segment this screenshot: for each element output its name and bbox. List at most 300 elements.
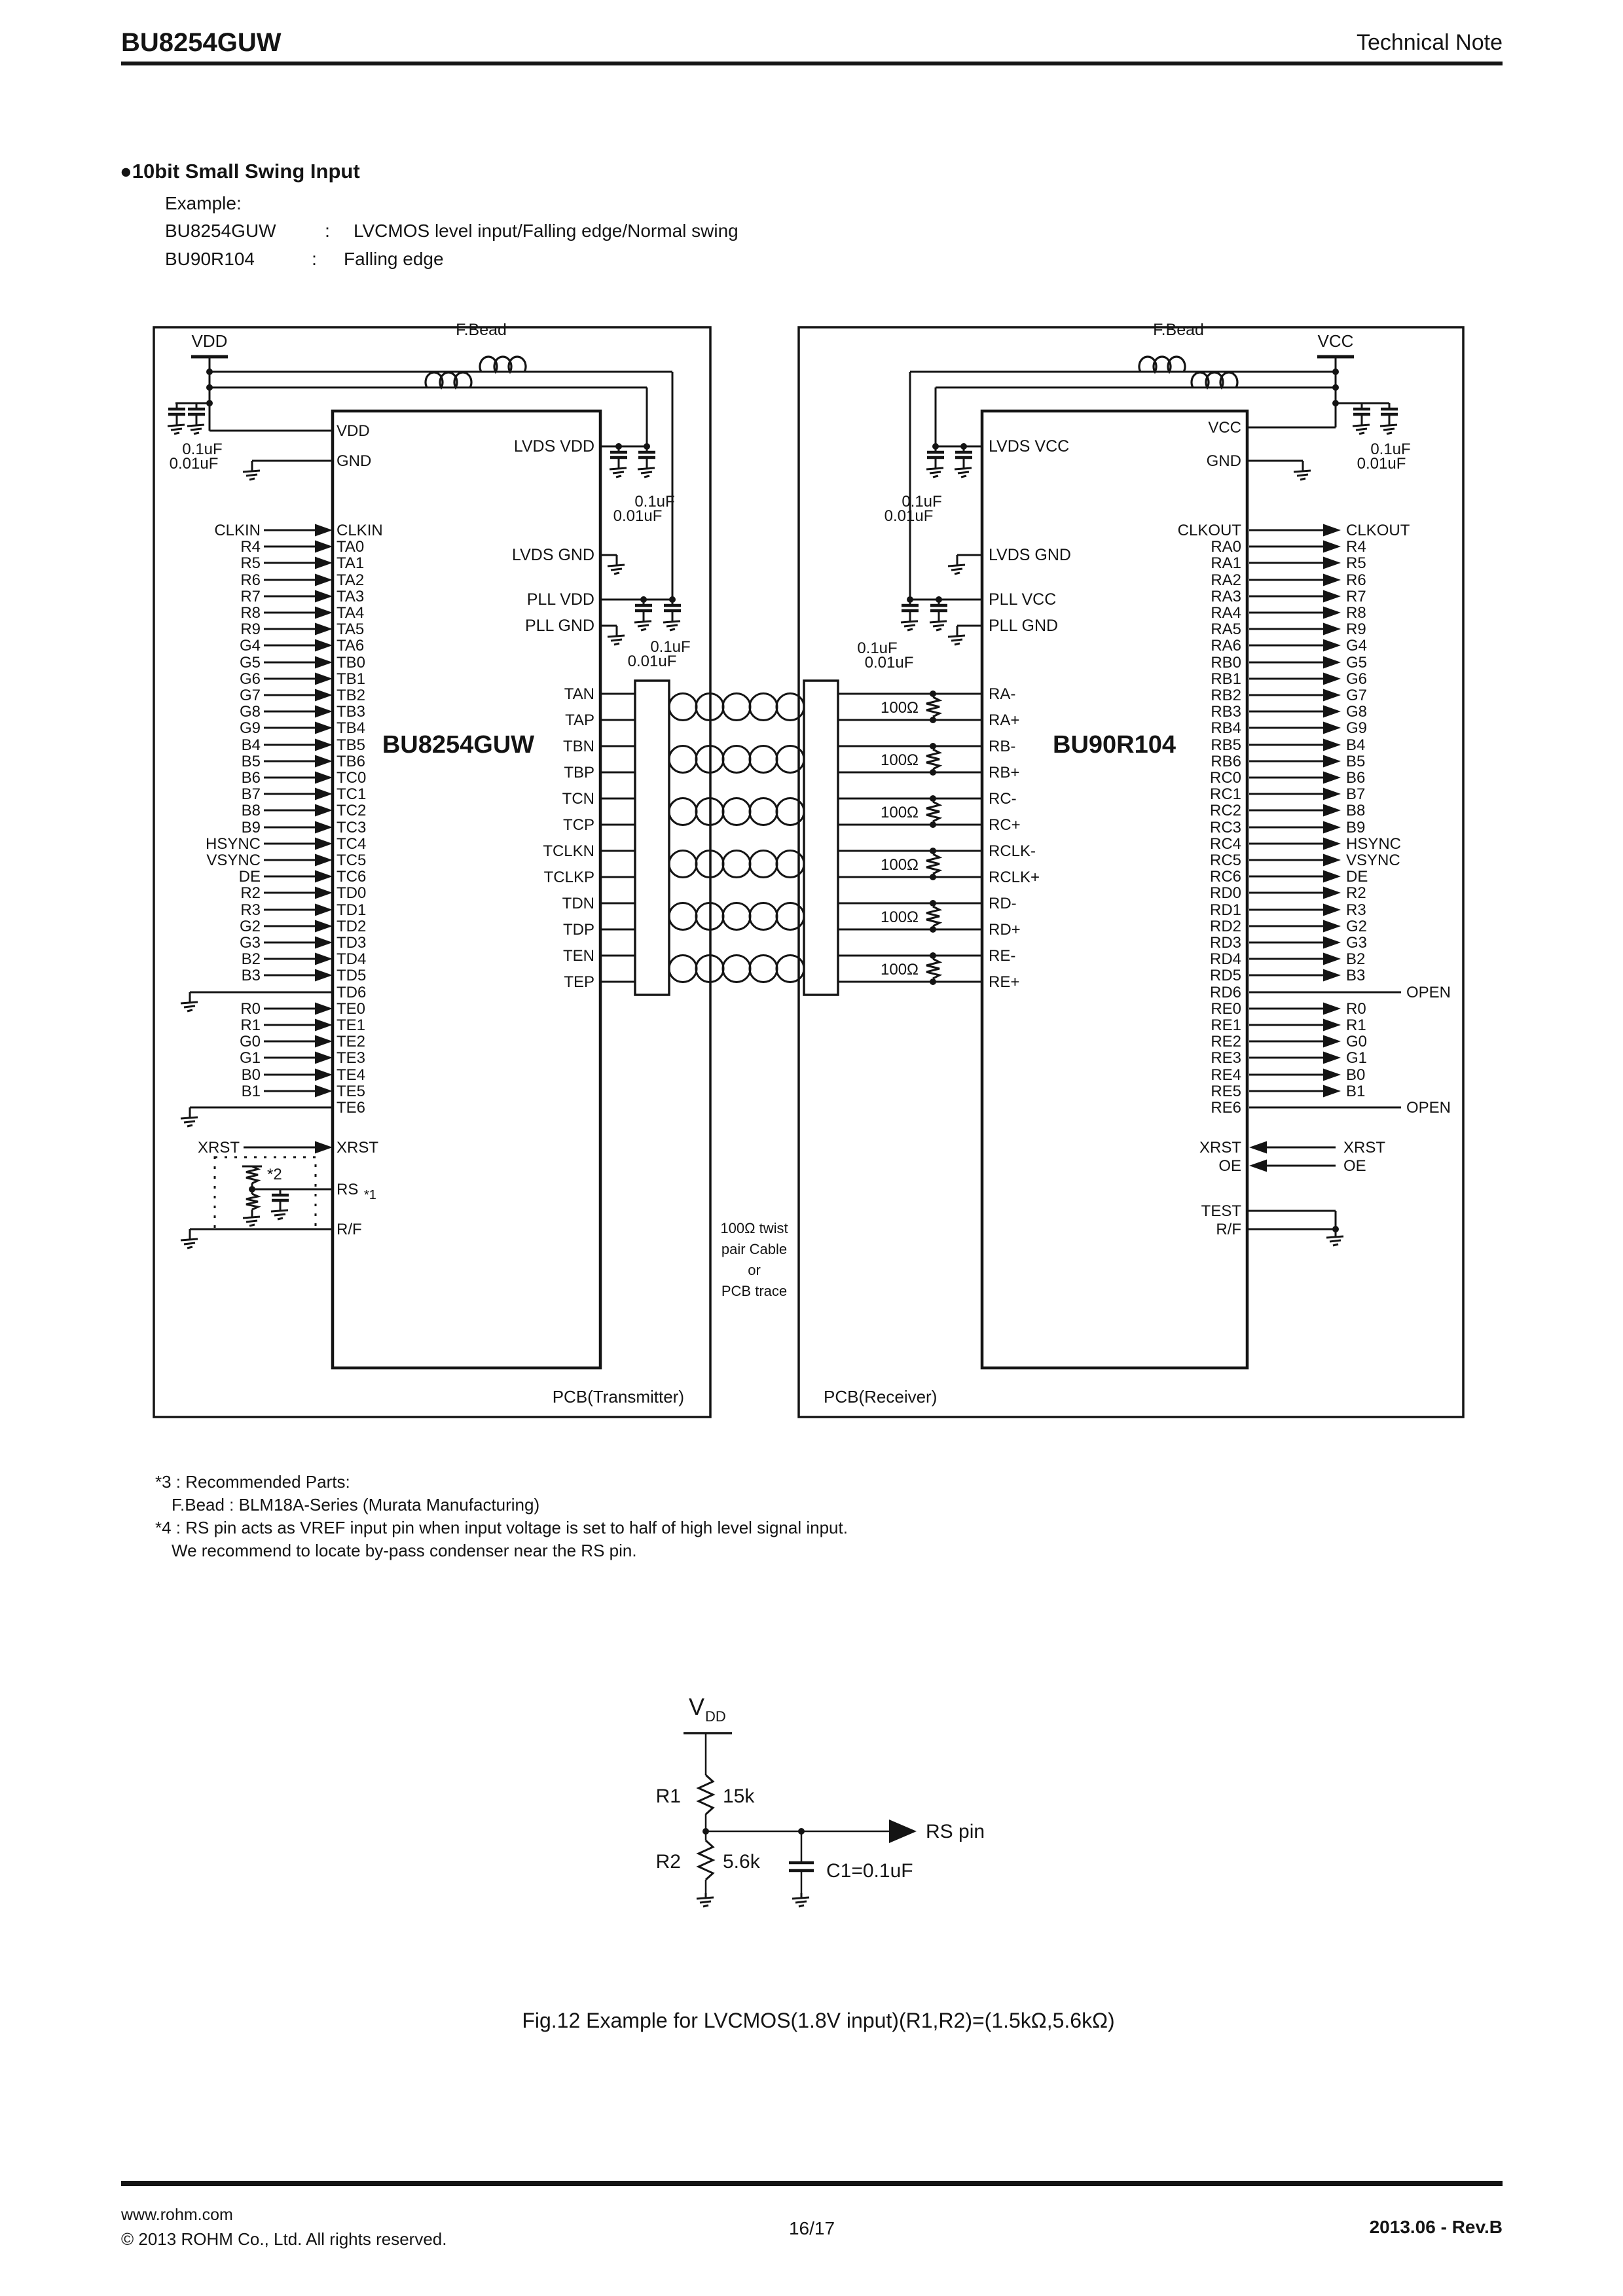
header-rule: [121, 62, 1503, 65]
pin-label: TCN: [562, 790, 594, 808]
signal-label: G6: [239, 670, 261, 688]
pin-label: TC3: [337, 819, 367, 836]
signal-label: DE: [238, 868, 261, 886]
signal-label: R8: [240, 604, 261, 622]
vcc-rail-label: VCC: [1317, 331, 1354, 351]
example-row-colon: :: [325, 221, 330, 241]
example-row-part: BU90R104: [165, 249, 255, 269]
pin-label: RB1: [1211, 670, 1241, 688]
example-row-desc: Falling edge: [344, 249, 444, 269]
arrow-icon: [315, 524, 333, 537]
pin-label: TC5: [337, 852, 367, 869]
pin-label: TA0: [337, 538, 365, 556]
gnd-icon: [243, 466, 260, 480]
note-3b: F.Bead : BLM18A-Series (Murata Manufacturing): [172, 1495, 540, 1515]
signal-label: B3: [1346, 967, 1366, 984]
twisted-pair-cable: [669, 746, 804, 773]
signal-label: R9: [240, 620, 261, 638]
signal-label: B6: [241, 769, 261, 787]
arrow-icon: [315, 1052, 333, 1064]
connector: [635, 681, 669, 995]
resistor-icon: [699, 1775, 713, 1814]
arrow-icon: [1323, 607, 1341, 619]
arrow-icon: [315, 937, 333, 949]
signal-label: G5: [1346, 654, 1368, 672]
pin-label: RC3: [1209, 819, 1241, 836]
junction-dot: [1332, 1226, 1339, 1232]
pin-label: TE5: [337, 1083, 366, 1100]
resistor-icon: [926, 854, 939, 874]
pin-label: TB5: [337, 736, 366, 754]
fbead-label: F.Bead: [456, 321, 507, 339]
pin-label: TB1: [337, 670, 366, 688]
rs-box-note: *2: [267, 1166, 282, 1183]
signal-label: R5: [1346, 554, 1366, 572]
pin-label: RB3: [1211, 703, 1241, 721]
arrow-icon: [1323, 1052, 1341, 1064]
junction-dot: [930, 874, 936, 880]
pin-label: RD4: [1209, 950, 1241, 968]
arrow-icon: [1323, 541, 1341, 553]
pin-label: TA6: [337, 637, 365, 655]
signal-label: G2: [239, 918, 261, 935]
gnd-icon: [955, 463, 972, 477]
pin-label: RA4: [1211, 604, 1241, 622]
cap-value-label: 0.1uF: [650, 638, 691, 656]
pin-label: RA2: [1211, 571, 1241, 589]
signal-label: G5: [239, 654, 261, 672]
signal-label: G9: [239, 719, 261, 737]
junction-dot: [930, 743, 936, 749]
cap-value-label: 0.1uF: [857, 639, 898, 657]
cap-value-label: 0.1uF: [634, 493, 675, 511]
resistor-icon: [926, 906, 939, 926]
gnd-icon: [638, 463, 655, 477]
pin-label: TA3: [337, 588, 365, 605]
pin-label: RE6: [1211, 1099, 1241, 1117]
example-row-desc: LVCMOS level input/Falling edge/Normal swing: [354, 221, 739, 241]
connector: [804, 681, 838, 995]
pin-label: RS: [337, 1181, 359, 1198]
pin-label: LVDS VCC: [989, 437, 1070, 456]
arrow-icon: [315, 574, 333, 586]
arrow-icon: [315, 788, 333, 800]
note-3: *3 : Recommended Parts:: [155, 1472, 350, 1492]
pcb-receiver-label: PCB(Receiver): [824, 1387, 938, 1407]
arrow-icon: [1323, 788, 1341, 800]
arrow-icon: [1323, 920, 1341, 933]
pin-label: RE+: [989, 973, 1020, 991]
arrow-icon: [1249, 1141, 1267, 1154]
cable-note: pair Cable: [721, 1241, 788, 1257]
capacitor-icon: [188, 403, 205, 420]
pin-label: RD5: [1209, 967, 1241, 984]
gnd-icon: [181, 1113, 198, 1126]
termination-label: 100Ω: [881, 804, 919, 821]
signal-label: XRST: [197, 1139, 240, 1157]
junction-dot: [930, 691, 936, 697]
pin-label: GND: [1206, 452, 1241, 470]
application-circuit-schematic: [154, 321, 1463, 1907]
arrow-icon: [1323, 887, 1341, 899]
header-doc-type: Technical Note: [1356, 30, 1503, 55]
pin-label: VCC: [1208, 419, 1241, 437]
fig12-r2-name: R2: [655, 1851, 681, 1873]
pin-label: RCLK-: [989, 842, 1036, 860]
pin-label: RC2: [1209, 802, 1241, 819]
arrow-icon: [1323, 904, 1341, 916]
capacitor-icon: [168, 403, 185, 420]
cap-value-label: 0.01uF: [864, 654, 914, 672]
pin-label: RB+: [989, 764, 1020, 781]
pin-label: LVDS VDD: [513, 437, 594, 456]
signal-label: R6: [1346, 571, 1366, 589]
resistor-icon: [926, 802, 939, 821]
arrow-icon: [315, 804, 333, 817]
pin-label: TA4: [337, 604, 365, 622]
signal-label: DE: [1346, 868, 1368, 886]
signal-label: G8: [239, 703, 261, 721]
pin-label: RD1: [1209, 901, 1241, 919]
gnd-icon: [1294, 466, 1311, 480]
pin-label: RE0: [1211, 1000, 1241, 1018]
signal-label: B2: [241, 950, 261, 968]
gnd-icon: [610, 463, 627, 477]
pin-label: RD2: [1209, 918, 1241, 935]
capacitor-icon: [610, 446, 627, 463]
fbead-label: F.Bead: [1153, 321, 1204, 339]
cap-value-label: 0.1uF: [1370, 440, 1411, 458]
signal-label: B0: [241, 1066, 261, 1084]
pin-label: TC0: [337, 769, 367, 787]
pin-label: TD0: [337, 884, 367, 902]
example-label: Example:: [165, 193, 242, 213]
gnd-icon: [948, 560, 965, 574]
arrow-icon: [315, 656, 333, 669]
arrow-icon: [315, 1085, 333, 1098]
footer-url: www.rohm.com: [121, 2206, 233, 2224]
gnd-icon: [187, 420, 204, 434]
note-4b: We recommend to locate by-pass condenser near the RS pin.: [172, 1541, 637, 1560]
signal-label: G2: [1346, 918, 1368, 935]
pin-label: TCLKN: [543, 842, 594, 860]
fig12-r2-value: 5.6k: [723, 1851, 760, 1873]
pin-label: XRST: [1199, 1139, 1241, 1157]
pin-label: TDP: [563, 921, 594, 939]
open-label: OPEN: [1406, 1099, 1451, 1117]
pin-label: TE1: [337, 1016, 366, 1034]
signal-label: B0: [1346, 1066, 1366, 1084]
pin-label: TE4: [337, 1066, 366, 1084]
signal-label: G6: [1346, 670, 1368, 688]
pin-label: RC6: [1209, 868, 1241, 886]
pin-label: LVDS GND: [512, 546, 594, 564]
pin-label: RA6: [1211, 637, 1241, 655]
signal-label: B4: [241, 736, 261, 754]
signal-label: R3: [1346, 901, 1366, 919]
capacitor-icon: [635, 600, 652, 617]
vdd-rail-label: VDD: [191, 331, 228, 351]
note-4: *4 : RS pin acts as VREF input pin when input voltage is set to half of high level signal input.: [155, 1518, 848, 1537]
gnd-icon: [1380, 420, 1397, 434]
pin-label: TCP: [563, 816, 594, 834]
arrow-icon: [1323, 574, 1341, 586]
arrow-icon: [315, 887, 333, 899]
arrow-icon: [315, 1019, 333, 1031]
pin-label: TE0: [337, 1000, 366, 1018]
pin-label: TD2: [337, 918, 367, 935]
pin-label: PLL VCC: [989, 590, 1057, 609]
junction-dot: [930, 821, 936, 828]
arrow-icon: [1323, 755, 1341, 768]
arrow-icon: [1323, 1085, 1341, 1098]
pin-label: TB6: [337, 753, 366, 770]
pin-label: PLL GND: [989, 617, 1059, 635]
signal-label: B9: [1346, 819, 1366, 836]
pin-label: CLKIN: [337, 522, 383, 539]
signal-label: B9: [241, 819, 261, 836]
pin-label: RB5: [1211, 736, 1241, 754]
capacitor-icon: [1381, 403, 1398, 420]
ferrite-bead-icon: [426, 372, 471, 387]
pin-label: RB0: [1211, 654, 1241, 672]
resistor-icon: [699, 1840, 713, 1880]
capacitor-icon: [1353, 403, 1370, 420]
pin-label: RA0: [1211, 538, 1241, 556]
pin-label: TA1: [337, 554, 365, 572]
arrow-icon: [315, 772, 333, 784]
pin-label: RC5: [1209, 852, 1241, 869]
resistor-icon: [926, 749, 939, 769]
pin-label: RD-: [989, 895, 1017, 912]
arrow-icon: [1323, 838, 1341, 850]
signal-label: R7: [240, 588, 261, 605]
junction-dot: [930, 717, 936, 723]
pin-label: RD6: [1209, 984, 1241, 1001]
pin-label: GND: [337, 452, 372, 470]
arrow-icon: [1323, 639, 1341, 652]
pin-label: RC1: [1209, 785, 1241, 803]
arrow-icon: [1323, 689, 1341, 702]
gnd-icon: [792, 1893, 809, 1907]
junction-dot: [930, 978, 936, 985]
pin-label: RE1: [1211, 1016, 1241, 1034]
signal-label: R6: [240, 571, 261, 589]
rs-note: *1: [364, 1188, 376, 1202]
termination-label: 100Ω: [881, 699, 919, 717]
pin-label: RCLK+: [989, 869, 1040, 886]
pin-label: R/F: [1216, 1221, 1241, 1238]
pin-label: RC0: [1209, 769, 1241, 787]
junction-dot: [930, 900, 936, 906]
cable-note: 100Ω twist: [720, 1220, 788, 1236]
signal-label: R5: [240, 554, 261, 572]
pin-label: TEP: [564, 973, 594, 991]
arrow-icon: [315, 722, 333, 734]
capacitor-icon: [927, 446, 944, 463]
arrow-icon: [1323, 524, 1341, 537]
arrow-icon: [1323, 854, 1341, 867]
pin-label: TC2: [337, 802, 367, 819]
pin-label: TB0: [337, 654, 366, 672]
capacitor-icon: [955, 446, 972, 463]
arrow-icon: [1323, 953, 1341, 965]
pin-label: TEST: [1201, 1202, 1241, 1220]
arrow-icon: [1249, 1160, 1267, 1172]
signal-label: R0: [240, 1000, 261, 1018]
junction-dot: [930, 848, 936, 854]
pin-label: CLKOUT: [1177, 522, 1241, 539]
footer-page-number: 16/17: [788, 2218, 835, 2238]
resistor-icon: [246, 1194, 258, 1210]
signal-label: XRST: [1343, 1139, 1386, 1157]
pin-label: LVDS GND: [989, 546, 1071, 564]
pin-label: PLL VDD: [526, 590, 594, 609]
arrow-icon: [315, 689, 333, 702]
arrow-icon: [315, 821, 333, 834]
footer-revision: 2013.06 - Rev.B: [1369, 2217, 1503, 2237]
pin-label: TE6: [337, 1099, 366, 1117]
arrow-icon: [1323, 557, 1341, 569]
cable-note: or: [748, 1262, 761, 1278]
arrow-icon: [315, 1035, 333, 1048]
pin-label: TE3: [337, 1049, 366, 1067]
pin-label: TC6: [337, 868, 367, 886]
arrow-icon: [315, 590, 333, 603]
pin-label: TD5: [337, 967, 367, 984]
arrow-icon: [315, 854, 333, 867]
signal-label: G7: [239, 687, 261, 704]
twisted-pair-cable: [669, 694, 804, 721]
arrow-icon: [315, 739, 333, 751]
pin-label: TEN: [563, 947, 594, 965]
pin-label: TAP: [565, 711, 594, 729]
signal-label: R4: [1346, 538, 1366, 556]
pin-label: TBP: [564, 764, 594, 781]
arrow-icon: [315, 1069, 333, 1081]
fig12-vdd-label: V: [689, 1693, 705, 1720]
pin-label: RC4: [1209, 835, 1241, 853]
gnd-icon: [948, 631, 965, 645]
pin-label: TBN: [563, 738, 594, 755]
signal-label: G0: [239, 1033, 261, 1050]
footer-rule: [121, 2181, 1503, 2186]
pin-label: RA5: [1211, 620, 1241, 638]
receiver-ic-name: BU90R104: [1053, 731, 1176, 759]
arrow-icon: [1323, 870, 1341, 883]
signal-label: HSYNC: [1346, 835, 1402, 853]
capacitor-icon: [902, 600, 919, 617]
signal-label: B8: [1346, 802, 1366, 819]
gnd-icon: [926, 463, 943, 477]
signal-label: G8: [1346, 703, 1368, 721]
pin-label: TE2: [337, 1033, 366, 1050]
pin-label: TAN: [564, 685, 594, 703]
pin-label: TDN: [562, 895, 594, 912]
gnd-icon: [1326, 1232, 1343, 1246]
arrow-icon: [1323, 739, 1341, 751]
twisted-pair-cable: [669, 798, 804, 825]
pin-label: TD4: [337, 950, 367, 968]
signal-label: CLKIN: [214, 522, 261, 539]
pcb-transmitter-outline: [154, 327, 710, 1417]
signal-label: R7: [1346, 588, 1366, 605]
rs-divider-dotted-box: [215, 1157, 316, 1229]
signal-label: G9: [1346, 719, 1368, 737]
arrow-icon: [315, 557, 333, 569]
twisted-pair-cable: [669, 956, 804, 982]
signal-label: B3: [241, 967, 261, 984]
signal-label: B7: [1346, 785, 1366, 803]
arrow-icon: [315, 953, 333, 965]
pin-label: RA+: [989, 711, 1020, 729]
gnd-icon: [608, 560, 625, 574]
signal-label: VSYNC: [206, 852, 261, 869]
pin-label: RA3: [1211, 588, 1241, 605]
twisted-pair-cable: [669, 851, 804, 878]
signal-label: B2: [1346, 950, 1366, 968]
capacitor-icon: [930, 600, 947, 617]
pin-label: TD1: [337, 901, 367, 919]
signal-label: CLKOUT: [1346, 522, 1410, 539]
pin-label: RD3: [1209, 934, 1241, 952]
arrow-icon: [1323, 673, 1341, 685]
signal-label: G3: [1346, 934, 1368, 952]
signal-label: R1: [240, 1016, 261, 1034]
cap-value-label: 0.1uF: [902, 493, 942, 511]
pin-label: TB4: [337, 719, 366, 737]
fig12-rs-pin-label: RS pin: [926, 1821, 985, 1842]
junction-dot: [930, 769, 936, 776]
pin-label: RC+: [989, 816, 1021, 834]
cap-value-label: 0.01uF: [884, 507, 934, 525]
pin-label: RA1: [1211, 554, 1241, 572]
ferrite-bead-icon: [1139, 357, 1185, 372]
fig12-r1-name: R1: [655, 1785, 681, 1807]
pin-label: TA5: [337, 620, 365, 638]
arrow-icon: [1323, 706, 1341, 718]
pin-label: XRST: [337, 1139, 379, 1157]
arrow-icon: [1323, 969, 1341, 982]
cap-value-label: 0.01uF: [169, 455, 219, 473]
termination-label: 100Ω: [881, 751, 919, 769]
signal-label: G7: [1346, 687, 1368, 704]
signal-label: G1: [1346, 1049, 1368, 1067]
arrow-icon: [315, 673, 333, 685]
arrow-icon: [315, 755, 333, 768]
signal-label: G4: [1346, 637, 1368, 655]
pin-label: RE5: [1211, 1083, 1241, 1100]
junction-dot: [798, 1828, 805, 1835]
signal-label: B1: [1346, 1083, 1366, 1100]
signal-label: B5: [241, 753, 261, 770]
arrow-icon: [1323, 656, 1341, 669]
pin-label: OE: [1218, 1157, 1241, 1175]
signal-label: B4: [1346, 736, 1366, 754]
signal-label: B7: [241, 785, 261, 803]
example-row-part: BU8254GUW: [165, 221, 276, 241]
signal-label: B1: [241, 1083, 261, 1100]
pin-label: RB4: [1211, 719, 1241, 737]
signal-label: B5: [1346, 753, 1366, 770]
gnd-icon: [243, 1212, 260, 1226]
pin-label: TD3: [337, 934, 367, 952]
pin-label: RB6: [1211, 753, 1241, 770]
ferrite-bead-icon: [480, 357, 526, 372]
pin-label: TB2: [337, 687, 366, 704]
arrow-icon: [315, 969, 333, 982]
gnd-icon: [181, 997, 198, 1011]
